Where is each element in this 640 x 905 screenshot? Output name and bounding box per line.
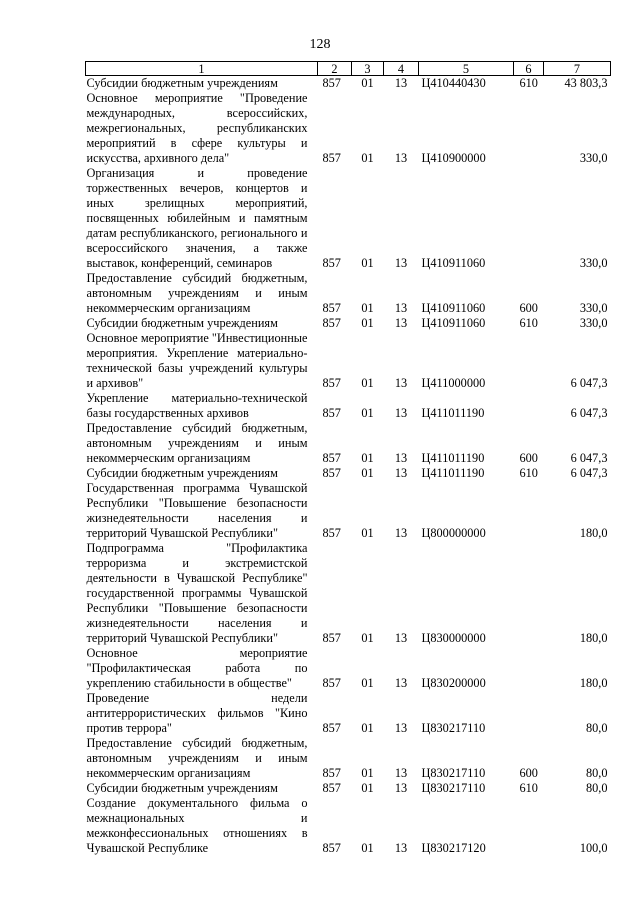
target-article-cell: Ц410900000: [421, 151, 486, 165]
section-cell: 01: [361, 526, 374, 540]
table-row: [86, 736, 611, 781]
target-article-cell: Ц410440430: [421, 76, 486, 90]
section-cell: 01: [361, 406, 374, 420]
subsection-cell: 13: [394, 76, 408, 90]
admin-code-cell: 857: [322, 451, 341, 465]
table-row: [86, 481, 611, 541]
amount-cell: 180,0: [579, 526, 608, 540]
amount-cell: 80,0: [585, 781, 608, 795]
target-article-cell: Ц410911060: [421, 301, 486, 315]
column-header: 7: [544, 62, 611, 76]
expense-type-cell: 610: [519, 466, 538, 480]
column-header: 1: [86, 62, 318, 76]
subsection-cell: 13: [394, 466, 408, 480]
expense-type-cell: 600: [519, 766, 538, 780]
admin-code-cell: 857: [322, 376, 341, 390]
admin-code-cell: 857: [322, 526, 341, 540]
target-article-cell: Ц411011190: [421, 406, 485, 420]
expense-type-cell: [514, 691, 544, 736]
expense-type-cell: [514, 541, 544, 646]
row-name-cell: Предоставление субсидий бюджетным, автономным учреждениям и иным некоммерческим организациям: [86, 421, 308, 465]
expense-type-cell: 600: [519, 451, 538, 465]
amount-cell: 6 047,3: [570, 466, 608, 480]
section-cell: 01: [361, 376, 374, 390]
admin-code-cell: 857: [322, 406, 341, 420]
expense-type-cell: [514, 391, 544, 421]
admin-code-cell: 857: [322, 256, 341, 270]
admin-code-cell: 857: [322, 841, 341, 855]
row-name-cell: Подпрограмма "Профилактика терроризма и экстремистской деятельности в Чувашской Республике" государственной программы Чувашской Республики "Повышение безопасности жизнедеятельности населения и территорий Чувашской Республики": [86, 541, 308, 645]
section-cell: 01: [361, 316, 374, 330]
row-name-cell: Создание документального фильма о межнациональных и межконфессиональных отношениях в Чувашской Республике: [86, 796, 308, 855]
row-name-cell: Субсидии бюджетным учреждениям: [86, 466, 278, 480]
target-article-cell: Ц410911060: [421, 316, 486, 330]
target-article-cell: Ц830217110: [421, 766, 486, 780]
target-article-cell: Ц411011190: [421, 451, 485, 465]
expense-type-cell: [514, 646, 544, 691]
table-row: [86, 391, 611, 421]
target-article-cell: Ц411011190: [421, 466, 485, 480]
section-cell: 01: [361, 676, 374, 690]
table-row: [86, 316, 611, 331]
expense-type-cell: [514, 481, 544, 541]
table-row: [86, 166, 611, 271]
admin-code-cell: 857: [322, 301, 341, 315]
table-row: [86, 691, 611, 736]
admin-code-cell: 857: [322, 316, 341, 330]
expense-type-cell: [514, 331, 544, 391]
row-name-cell: Проведение недели антитеррористических фильмов "Кино против террора": [86, 691, 308, 735]
column-header: 6: [514, 62, 544, 76]
expense-type-cell: [514, 166, 544, 271]
amount-cell: 180,0: [579, 631, 608, 645]
target-article-cell: Ц830217120: [421, 841, 486, 855]
admin-code-cell: 857: [322, 721, 341, 735]
column-header: 3: [352, 62, 384, 76]
table-row: [86, 541, 611, 646]
page-number: 128: [309, 37, 331, 52]
amount-cell: 180,0: [579, 676, 608, 690]
row-name-cell: Предоставление субсидий бюджетным, автономным учреждениям и иным некоммерческим организациям: [86, 271, 308, 315]
amount-cell: 100,0: [579, 841, 608, 855]
admin-code-cell: 857: [322, 781, 341, 795]
table-row: [86, 781, 611, 796]
section-cell: 01: [361, 841, 374, 855]
section-cell: 01: [361, 631, 374, 645]
table-row: [86, 466, 611, 481]
target-article-cell: Ц411000000: [421, 376, 486, 390]
target-article-cell: Ц830217110: [421, 721, 486, 735]
column-header: 5: [419, 62, 514, 76]
section-cell: 01: [361, 466, 374, 480]
target-article-cell: Ц830217110: [421, 781, 486, 795]
row-name-cell: Предоставление субсидий бюджетным, автономным учреждениям и иным некоммерческим организациям: [86, 736, 308, 780]
subsection-cell: 13: [394, 631, 408, 645]
subsection-cell: 13: [394, 781, 408, 795]
subsection-cell: 13: [394, 526, 408, 540]
amount-cell: 6 047,3: [570, 406, 608, 420]
row-name-cell: Организация и проведение торжественных вечеров, концертов и иных зрелищных мероприятий, посвященных юбилейным и памятным датам республиканского, регионального и всероссийского значения, а также выставок, конференций, семинаров: [86, 166, 308, 270]
table-row: [86, 76, 611, 92]
section-cell: 01: [361, 451, 374, 465]
subsection-cell: 13: [394, 256, 408, 270]
table-row: [86, 796, 611, 856]
expense-type-cell: 610: [519, 316, 538, 330]
row-name-cell: Государственная программа Чувашской Республики "Повышение безопасности жизнедеятельности населения и территорий Чувашской Республики": [86, 481, 308, 540]
table-row: [86, 271, 611, 316]
target-article-cell: Ц830000000: [421, 631, 486, 645]
subsection-cell: 13: [394, 151, 408, 165]
row-name-cell: Основное мероприятие "Профилактическая работа по укреплению стабильности в обществе": [86, 646, 308, 690]
row-name-cell: Субсидии бюджетным учреждениям: [86, 781, 278, 795]
admin-code-cell: 857: [322, 631, 341, 645]
target-article-cell: Ц800000000: [421, 526, 486, 540]
table-header-row: [86, 62, 611, 76]
amount-cell: 330,0: [579, 256, 608, 270]
amount-cell: 80,0: [585, 721, 608, 735]
admin-code-cell: 857: [322, 151, 341, 165]
amount-cell: 6 047,3: [570, 451, 608, 465]
admin-code-cell: 857: [322, 676, 341, 690]
amount-cell: 80,0: [585, 766, 608, 780]
row-name-cell: Основное мероприятие "Инвестиционные мероприятия. Укрепление материально-технической базы учреждений культуры и архивов": [86, 331, 308, 390]
row-name-cell: Субсидии бюджетным учреждениям: [86, 76, 278, 90]
admin-code-cell: 857: [322, 766, 341, 780]
target-article-cell: Ц830200000: [421, 676, 486, 690]
row-name-cell: Укрепление материально-технической базы государственных архивов: [86, 391, 308, 420]
expense-type-cell: 610: [519, 76, 538, 90]
table-row: [86, 331, 611, 391]
expense-type-cell: [514, 91, 544, 166]
target-article-cell: Ц410911060: [421, 256, 486, 270]
amount-cell: 330,0: [579, 151, 608, 165]
subsection-cell: 13: [394, 316, 408, 330]
section-cell: 01: [361, 766, 374, 780]
expense-type-cell: 610: [519, 781, 538, 795]
subsection-cell: 13: [394, 451, 408, 465]
expense-type-cell: [514, 796, 544, 856]
amount-cell: 43 803,3: [564, 76, 608, 90]
subsection-cell: 13: [394, 301, 408, 315]
row-name-cell: Основное мероприятие "Проведение международных, всероссийских, межрегиональных, республиканских мероприятий в сфере культуры и искусства, архивного дела": [86, 91, 308, 165]
subsection-cell: 13: [394, 766, 408, 780]
table-row: [86, 421, 611, 466]
table-row: [86, 646, 611, 691]
admin-code-cell: 857: [322, 466, 341, 480]
section-cell: 01: [361, 301, 374, 315]
table-row: [86, 91, 611, 166]
subsection-cell: 13: [394, 676, 408, 690]
subsection-cell: 13: [394, 406, 408, 420]
budget-table: [85, 61, 611, 856]
section-cell: 01: [361, 721, 374, 735]
amount-cell: 6 047,3: [570, 376, 608, 390]
column-header: 4: [384, 62, 419, 76]
column-header: 2: [318, 62, 352, 76]
subsection-cell: 13: [394, 841, 408, 855]
subsection-cell: 13: [394, 376, 408, 390]
section-cell: 01: [361, 151, 374, 165]
amount-cell: 330,0: [579, 316, 608, 330]
amount-cell: 330,0: [579, 301, 608, 315]
section-cell: 01: [361, 76, 374, 90]
subsection-cell: 13: [394, 721, 408, 735]
section-cell: 01: [361, 256, 374, 270]
admin-code-cell: 857: [322, 76, 341, 90]
row-name-cell: Субсидии бюджетным учреждениям: [86, 316, 278, 330]
section-cell: 01: [361, 781, 374, 795]
expense-type-cell: 600: [519, 301, 538, 315]
